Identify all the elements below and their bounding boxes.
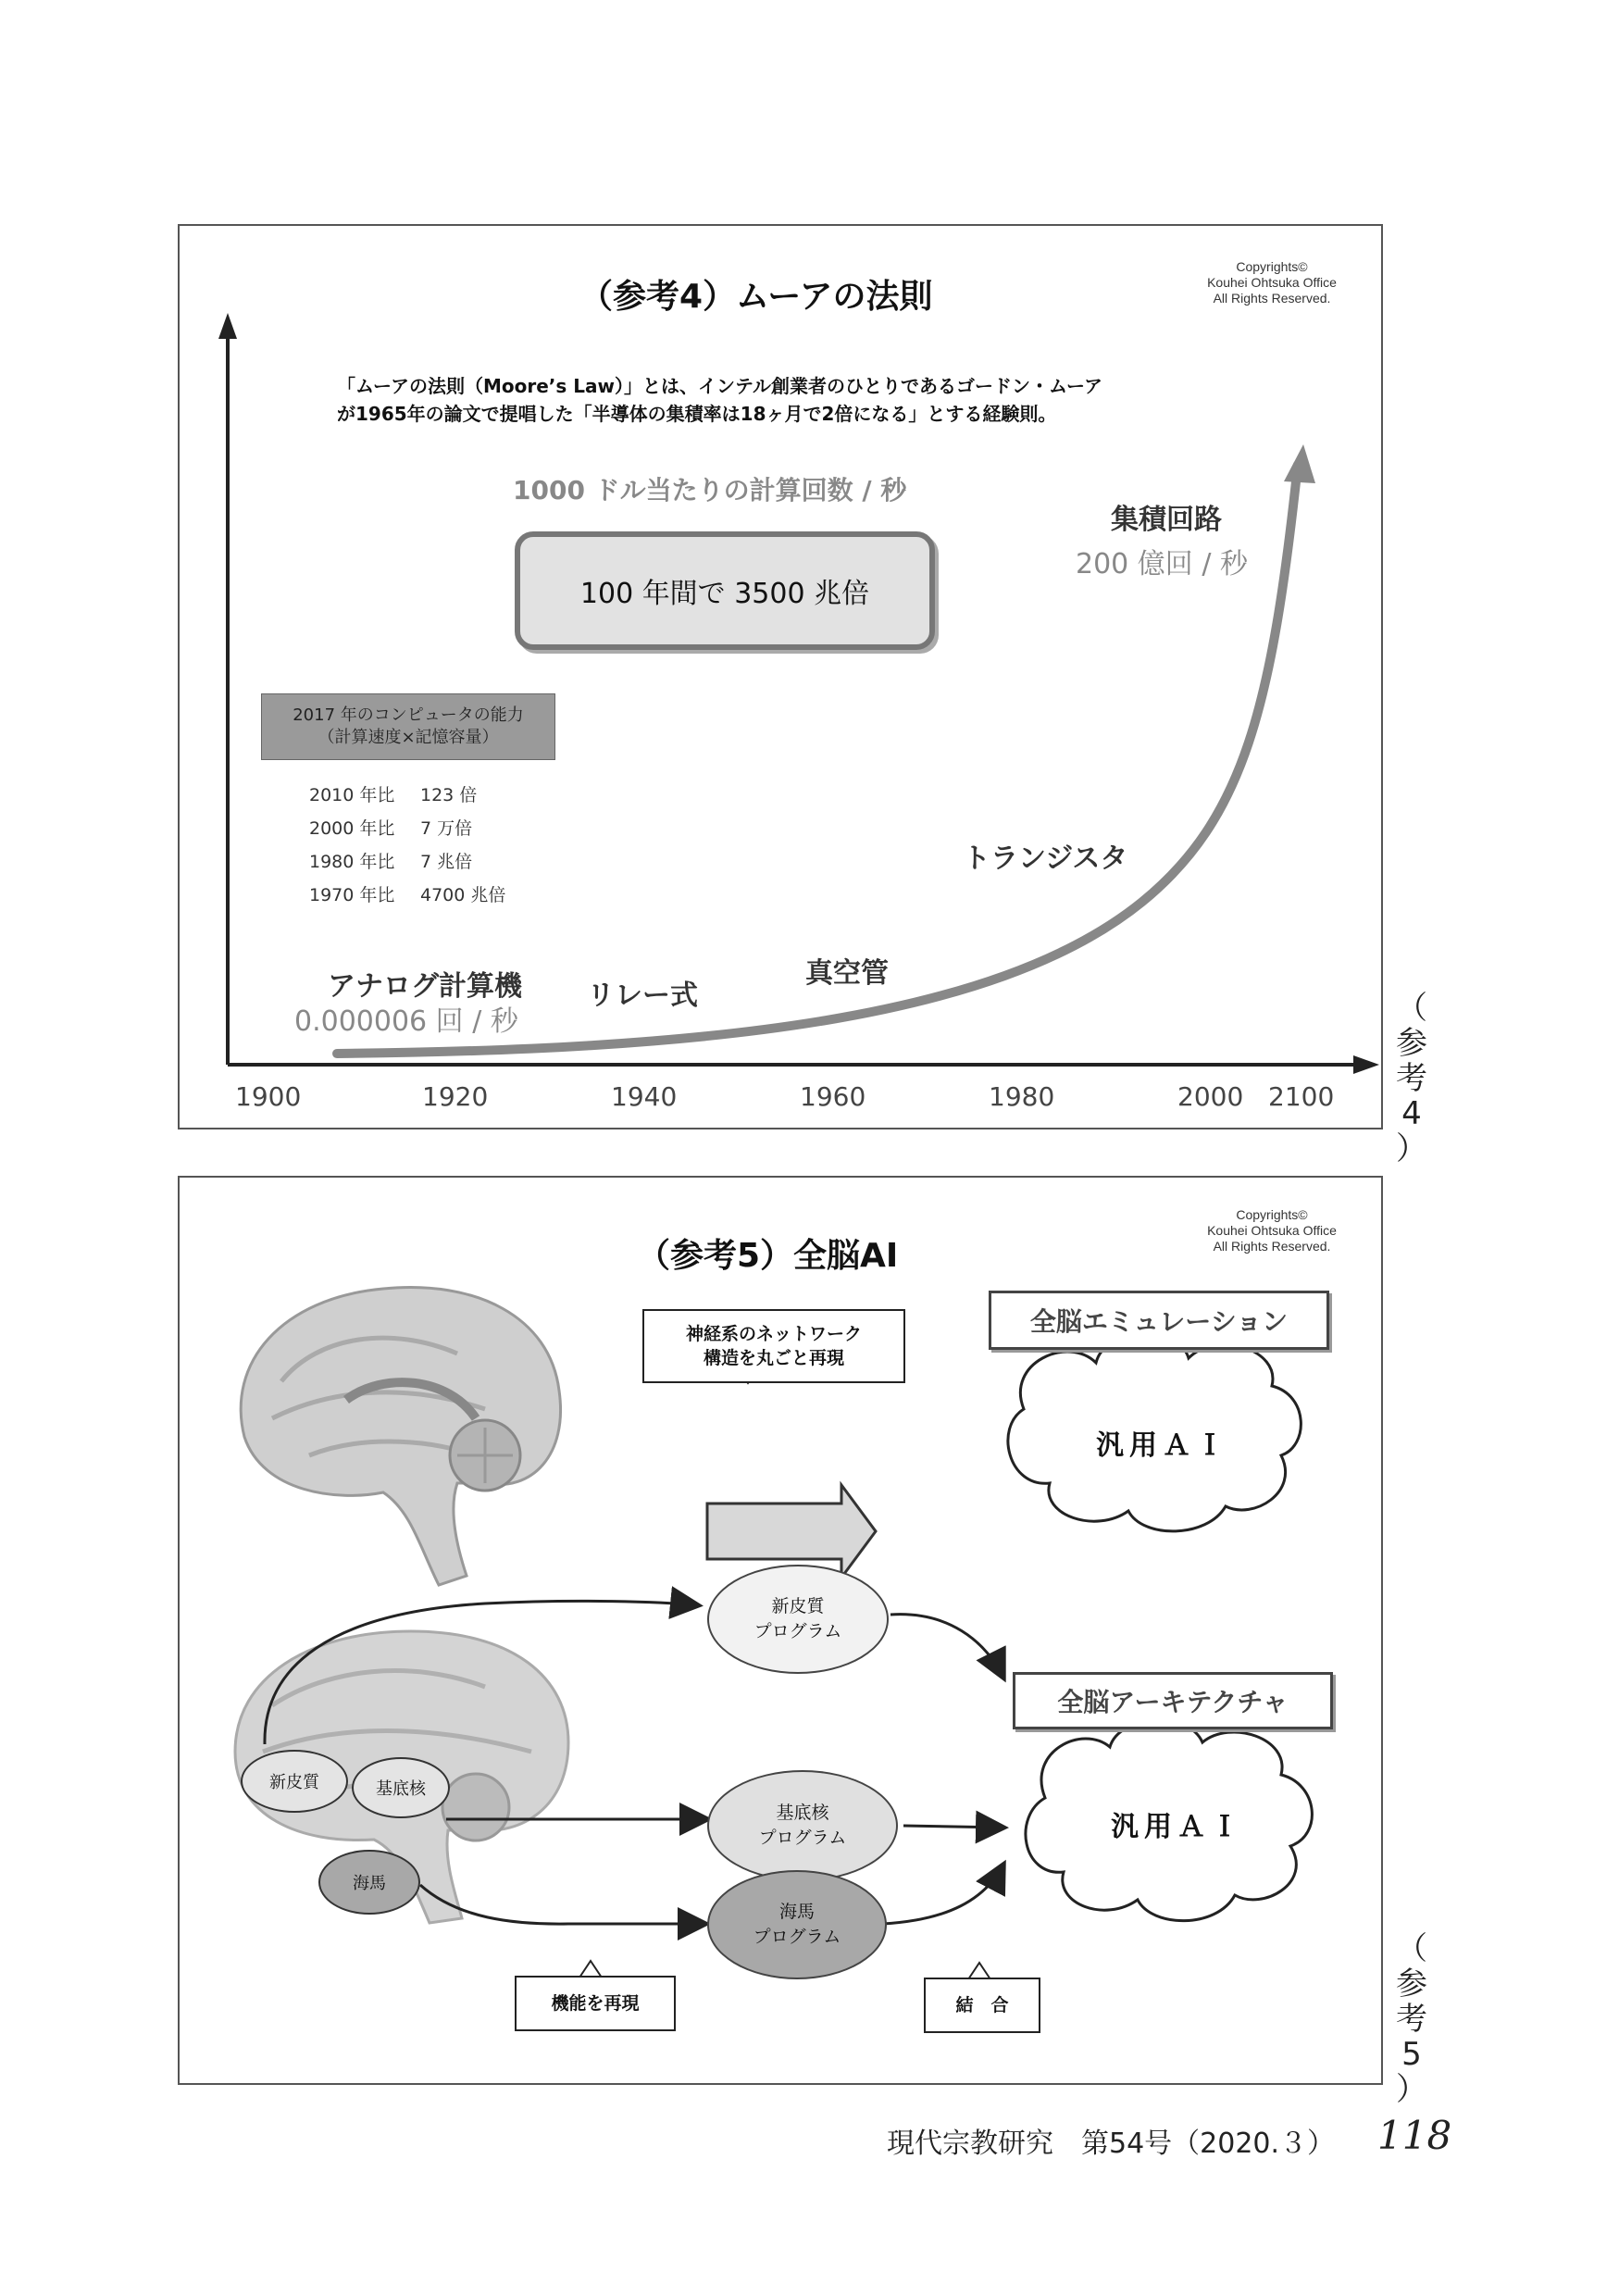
program-name: 基底核 — [776, 1803, 829, 1823]
comparison-value: 7 兆倍 — [420, 852, 473, 872]
side-label-ref5 — [1389, 1931, 1435, 2107]
x-tick-label: 2100 — [1268, 1081, 1335, 1112]
stage-ic-rate: 200 億回 / 秒 — [1076, 548, 1248, 580]
x-axis-arrowhead — [1353, 1055, 1379, 1074]
side-char: 考 — [1396, 2001, 1427, 2038]
program-hippocampus — [707, 1870, 887, 1979]
y-axis-arrowhead — [218, 313, 237, 339]
comparison-row — [309, 815, 473, 840]
program-suffix: プログラム — [753, 1621, 842, 1641]
growth-summary-box — [515, 531, 935, 650]
comparison-row — [309, 781, 478, 806]
stage-analog-rate: 0.000006 回 / 秒 — [294, 1005, 518, 1038]
side-char: ） — [1396, 2071, 1427, 2108]
comparison-row — [309, 848, 473, 873]
comparison-value: 123 倍 — [420, 785, 478, 805]
brain-part-neocortex: 新皮質 — [241, 1750, 348, 1813]
growth-curve-arrowhead — [1284, 444, 1315, 483]
arrow-basal-program-to-agi — [903, 1826, 1003, 1828]
label-whole-brain-emulation: 全脳エミュレーション — [989, 1291, 1329, 1350]
comparison-value: 4700 兆倍 — [420, 885, 506, 905]
agi-label-top: 汎用ＡＩ — [1096, 1429, 1229, 1462]
comparison-year: 1980 年比 — [309, 852, 395, 872]
stage-vacuum-tube: 真空管 — [805, 957, 889, 990]
capability-title: 2017 年のコンピュータの能力 — [293, 705, 524, 725]
subtitle-calc-per-dollar: 1000 ドル当たりの計算回数 / 秒 — [513, 475, 907, 505]
program-suffix: プログラム — [758, 1828, 847, 1848]
comparison-year: 2010 年比 — [309, 785, 395, 805]
growth-summary-text: 100 年間で 3500 兆倍 — [579, 578, 870, 610]
journal-footer: 現代宗教研究 第54号（2020.３） — [887, 2128, 1336, 2160]
brain-part-hippocampus: 海馬 — [318, 1850, 420, 1915]
side-char: （ — [1396, 1930, 1427, 1967]
copyright-line: Kouhei Ohtsuka Office — [1207, 275, 1337, 290]
emulation-arrow — [707, 1485, 876, 1578]
program-suffix: プログラム — [753, 1927, 841, 1947]
x-tick-label: 1900 — [235, 1081, 302, 1112]
callout-network-reproduction — [642, 1309, 905, 1383]
slide-moores-law — [178, 224, 1383, 1129]
callout-line: 神経系のネットワーク — [685, 1324, 862, 1344]
page-number: 118 — [1377, 2113, 1452, 2158]
stage-analog: アナログ計算機 — [328, 970, 522, 1003]
brain-illustration-top — [241, 1287, 560, 1585]
side-char: 考 — [1396, 1060, 1427, 1097]
side-char: ） — [1396, 1130, 1427, 1167]
slide5-title: （参考5）全脳AI — [637, 1237, 899, 1275]
copyright-line: Copyrights© — [1236, 1207, 1308, 1222]
slide-whole-brain-ai — [178, 1176, 1383, 2085]
program-name: 海馬 — [778, 1902, 815, 1922]
brain-part-basal-ganglia: 基底核 — [352, 1757, 450, 1818]
agi-label-bottom: 汎用ＡＩ — [1111, 1811, 1244, 1843]
side-char: （ — [1396, 990, 1427, 1027]
copyright-line: Copyrights© — [1236, 259, 1308, 274]
callout-reproduce-function: 機能を再現 — [515, 1976, 676, 2031]
stage-transistor: トランジスタ — [963, 842, 1128, 875]
copyright-line: All Rights Reserved. — [1213, 1239, 1331, 1254]
copyright-line: All Rights Reserved. — [1213, 291, 1331, 306]
stage-relay: リレー式 — [587, 980, 698, 1012]
side-char: 参 — [1396, 1025, 1427, 1062]
lead-line: 「ムーアの法則（Moore’s Law）」とは、インテル創業者のひとりであるゴードン・ムーア — [337, 375, 1102, 397]
program-basal-ganglia — [707, 1770, 898, 1881]
slide4-title: （参考4）ムーアの法則 — [579, 278, 933, 316]
arrow-hippo-program-to-agi — [883, 1865, 1003, 1924]
x-tick-label: 1920 — [422, 1081, 489, 1112]
label-whole-brain-architecture: 全脳アーキテクチャ — [1013, 1672, 1333, 1729]
comparison-year: 2000 年比 — [309, 818, 395, 839]
x-tick-label: 1940 — [611, 1081, 678, 1112]
stage-ic: 集積回路 — [1111, 504, 1222, 536]
capability-2017-box — [261, 693, 555, 760]
capability-subtitle: （計算速度×記憶容量） — [318, 728, 499, 747]
copyright-line: Kouhei Ohtsuka Office — [1207, 1223, 1337, 1238]
comparison-row — [309, 881, 506, 906]
side-label-ref4 — [1389, 991, 1435, 1167]
x-tick-label: 1960 — [800, 1081, 866, 1112]
side-char: 4 — [1401, 1095, 1422, 1132]
x-tick-label: 1980 — [989, 1081, 1055, 1112]
program-neocortex — [707, 1565, 889, 1674]
comparison-year: 1970 年比 — [309, 885, 395, 905]
side-char: 5 — [1401, 2036, 1422, 2073]
x-tick-label: 2000 — [1177, 1081, 1244, 1112]
callout-combine: 結 合 — [924, 1978, 1040, 2033]
callout-line: 構造を丸ごと再現 — [703, 1348, 844, 1368]
comparison-value: 7 万倍 — [420, 818, 473, 839]
side-char: 参 — [1396, 1965, 1427, 2003]
arrow-neocortex-program-to-agi — [890, 1615, 1003, 1678]
program-name: 新皮質 — [771, 1596, 825, 1616]
lead-line: が1965年の論文で提唱した「半導体の集積率は18ヶ月で2倍になる」とする経験則。 — [337, 403, 1057, 425]
